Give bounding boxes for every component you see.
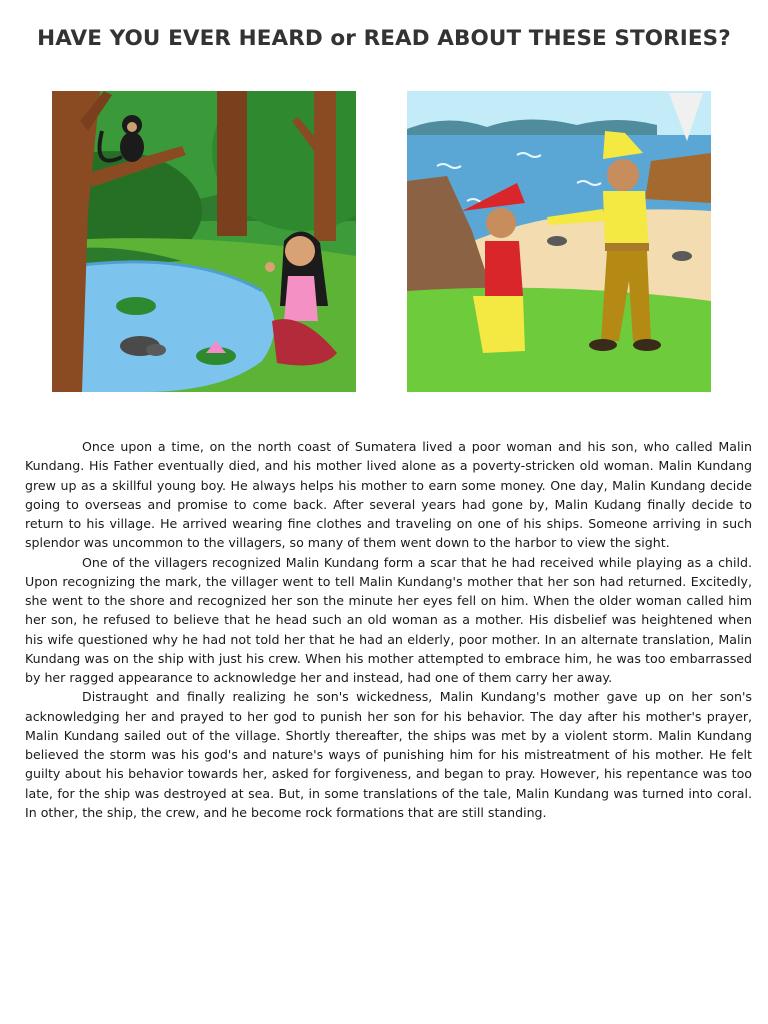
shore-illustration bbox=[407, 91, 711, 392]
forest-pond-illustration bbox=[52, 91, 356, 392]
story-paragraph-1: Once upon a time, on the north coast of Sumatera lived a poor woman and his son, who called Malin Kundang. His Father eventually died, and his mother lived alone as a poverty-stricken old woman. Malin Kundang grew up as a skillful young boy. He always helps his mother to earn some money. One day, Malin Kundang decide going to overseas and promise to come back. After several years had gone by, Malin Kudang finally decide to return to his village. He arrived wearing fine clothes and traveling on one of his ships. Someone arriving in such splendor was uncommon to the villagers, so many of them went down to the harbor to view the sight. bbox=[25, 439, 752, 551]
story-paragraph-2: One of the villagers recognized Malin Kundang form a scar that he had received while playing as a child. Upon recognizing the mark, the villager went to tell Malin Kundang's mother that her son had returned. Excitedly, she went to the shore and recognized her son the minute her eyes fell on him. When the older woman called him her son, he refused to believe that he head such an old woman as a mother. His disbelief was heightened when his wife questioned why he had not told her that he had an elderly, poor mother. In an alternate translation, Malin Kundang was on the ship with just his crew. When his mother attempted to embrace him, he was too embarrassed by her ragged appearance to acknowledge her and instead, had one of them carry her away. bbox=[25, 554, 752, 685]
shore-scene bbox=[407, 91, 711, 392]
story-paragraph-3: Distraught and finally realizing he son's wickedness, Malin Kundang's mother gave up on her son's acknowledging her and prayed to her god to punish her son for his behavior. The day after his mother's prayer, Malin Kundang sailed out of the village. Shortly thereafter, the ships was met by a violent storm. Malin Kundang believed the storm was his god's and nature's ways of punishing him for his mistreatment of his mother. He felt guilty about his behavior towards her, asked for forgiveness, and began to pray. However, his repentance was too late, for the ship was destroyed at sea. But, in some translations of the tale, Malin Kundang was turned into coral. In other, the ship, the crew, and he become rock formations that are still standing. bbox=[25, 689, 752, 820]
page-title: HAVE YOU EVER HEARD or READ ABOUT THESE STORIES? bbox=[37, 26, 731, 51]
forest-pond-scene bbox=[52, 91, 356, 392]
story-text bbox=[25, 437, 752, 822]
